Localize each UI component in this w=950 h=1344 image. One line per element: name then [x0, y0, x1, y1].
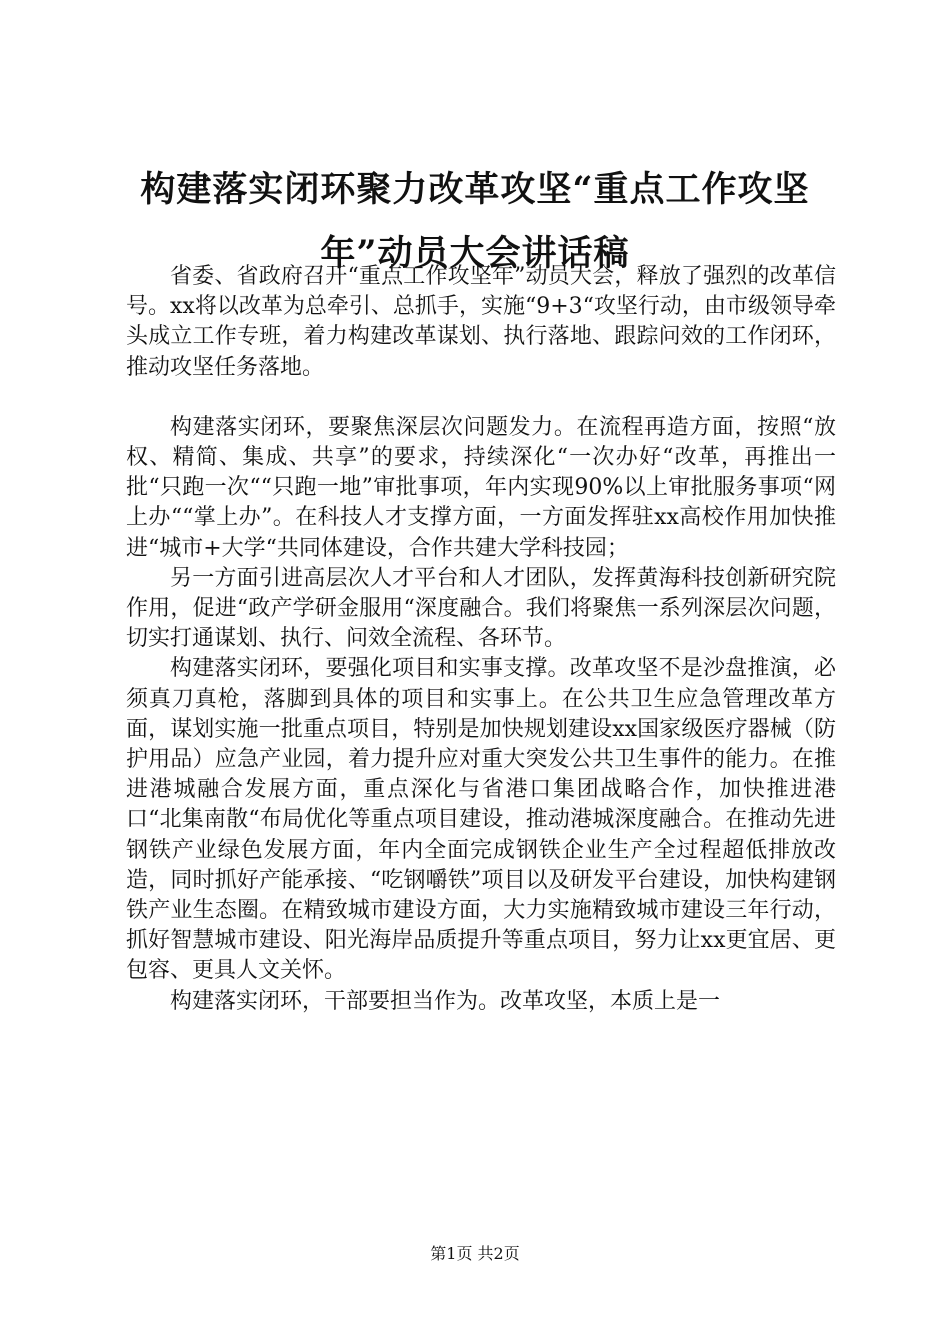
paragraph: 构建落实闭环，要强化项目和实事支撑。改革攻坚不是沙盘推演，必须真刀真枪，落脚到具体的项目和实事上。在公共卫生应急管理改革方面，谋划实施一批重点项目，特别是加快规划建设xx国家级医疗器械（防护用品）应急产业园，着力提升应对重大突发公共卫生事件的能力。在推进港城融合发展方面，重点深化与省港口集团战略合作，加快推进港口“北集南散“布局优化等重点项目建设，推动港城深度融合。在推动先进钢铁产业绿色发展方面，年内全面完成钢铁企业生产全过程超低排放改造，同时抓好产能承接、“吃钢嚼铁”项目以及研发平台建设，加快构建钢铁产业生态圈。在精致城市建设方面，大力实施精致城市建设三年行动，抓好智慧城市建设、阳光海岸品质提升等重点项目，努力让xx更宜居、更包容、更具人文关怀。	[126, 656, 836, 984]
page-footer: 第1页 共2页	[430, 1244, 520, 1263]
paragraph: 另一方面引进高层次人才平台和人才团队，发挥黄海科技创新研究院作用，促进“政产学研金服用“深度融合。我们将聚焦一系列深层次问题，切实打通谋划、执行、问效全流程、各环节。	[126, 565, 836, 652]
paragraph: 构建落实闭环，要聚焦深层次问题发力。在流程再造方面，按照“放权、精简、集成、共享”的要求，持续深化“一次办好“改革，再推出一批“只跑一次““只跑一地”审批事项，年内实现90%以上审批服务事项“网上办““掌上办”。在科技人才支撑方面，一方面发挥驻xx高校作用加快推进“城市+大学“共同体建设，合作共建大学科技园；	[126, 414, 836, 561]
document-title: 构建落实闭环聚力改革攻坚“重点工作攻坚年”动员大会讲话稿	[140, 169, 810, 274]
paragraph: 省委、省政府召开“重点工作攻坚年”动员大会，释放了强烈的改革信号。xx将以改革为总牵引、总抓手，实施“9+3“攻坚行动，由市级领导牵头成立工作专班，着力构建改革谋划、执行落地、跟踪问效的工作闭环，推动攻坚任务落地。	[126, 264, 836, 380]
document-body	[126, 262, 836, 1017]
paragraph: 构建落实闭环，干部要担当作为。改革攻坚，本质上是一	[170, 988, 721, 1014]
